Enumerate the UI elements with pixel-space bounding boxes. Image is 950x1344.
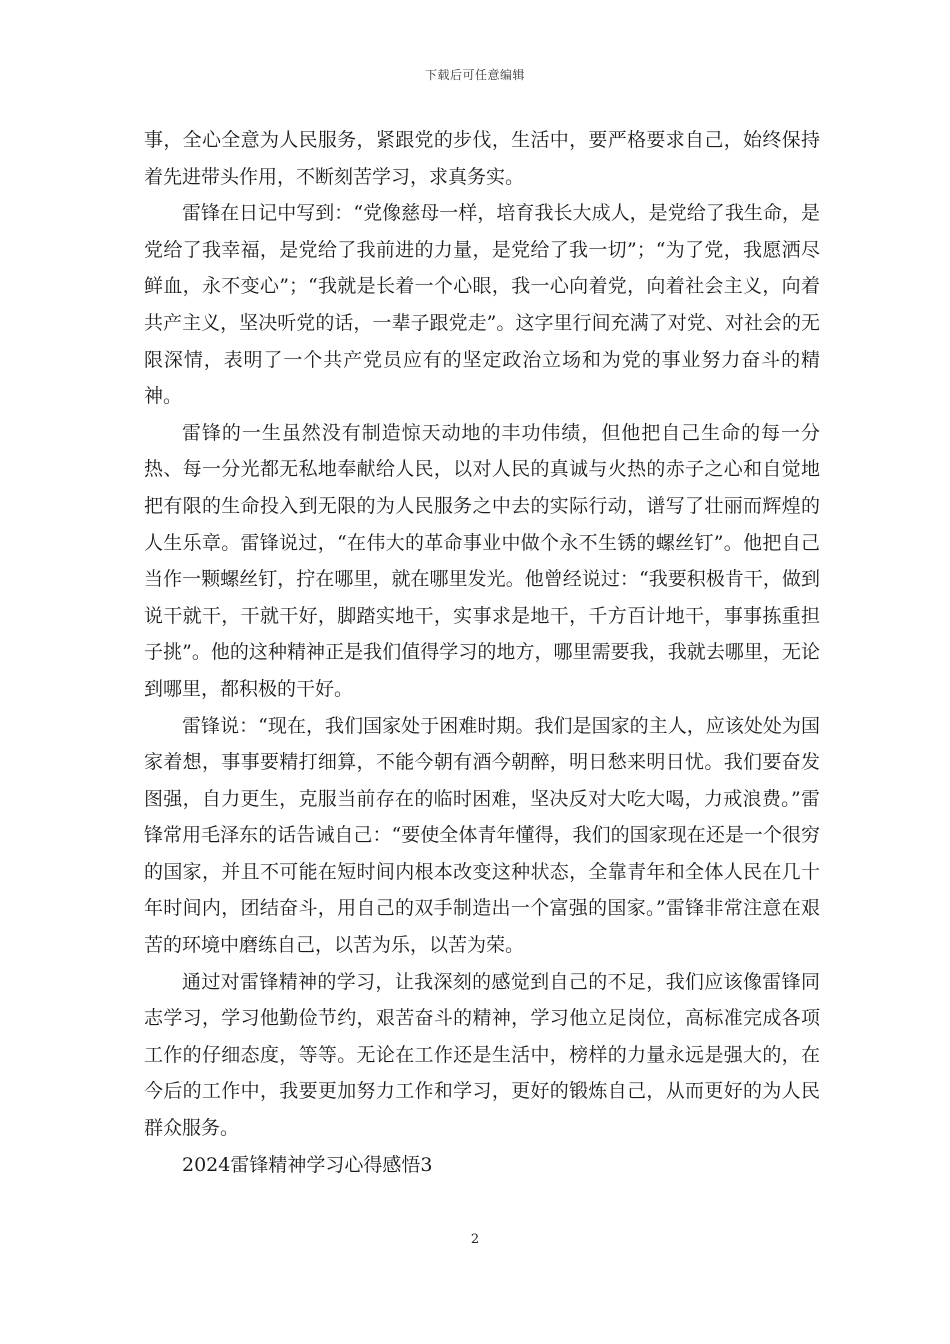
page-number: 2 bbox=[470, 1232, 480, 1247]
paragraph-continuation: 事，全心全意为人民服务，紧跟党的步伐，生活中，要严格要求自己，始终保持着先进带头作用，不断刻苦学习，求真务实。 bbox=[144, 129, 820, 188]
paragraph-frugality: 雷锋说：“现在，我们国家处于困难时期。我们是国家的主人，应该处处为国家着想，事事要精打细算，不能今朝有酒今朝醉，明日愁来明日忧。我们要奋发图强，自力更生，克服当前存在的临时困难，坚决反对大吃大喝，力戒浪费。”雷锋常用毛泽东的话告诫自己：“要使全体青年懂得，我们的国家现在还是一个很穷的国家，并且不可能在短时间内根本改变这种状态，全靠青年和全体人民在几十年时间内，团结奋斗，用自己的双手制造出一个富强的国家。”雷锋非常注意在艰苦的环境中磨练自己，以苦为乐，以苦为荣。 bbox=[144, 714, 820, 957]
paragraph-reflection: 通过对雷锋精神的学习，让我深刻的感觉到自己的不足，我们应该像雷锋同志学习，学习他勤俭节约，艰苦奋斗的精神，学习他立足岗位，高标准完成各项工作的仔细态度，等等。无论在工作还是生活中，榜样的力量永远是强大的，在今后的工作中，我要更加努力工作和学习，更好的锻炼自己，从而更好的为人民群众服务。 bbox=[144, 970, 820, 1140]
document-body bbox=[144, 122, 820, 1183]
section-heading: 2024雷锋精神学习心得感悟3 bbox=[182, 1153, 433, 1176]
page-header: 下载后可任意编辑 bbox=[424, 68, 525, 82]
paragraph-diary-quote: 雷锋在日记中写到：“党像慈母一样，培育我长大成人，是党给了我生命，是党给了我幸福，是党给了我前进的力量，是党给了我一切”；“为了党，我愿洒尽鲜血，永不变心”；“我就是长着一个心眼，我一心向着党，向着社会主义，向着共产主义，坚决听党的话，一辈子跟党走”。这字里行间充满了对党、对社会的无限深情，表明了一个共产党员应有的坚定政治立场和为党的事业努力奋斗的精神。 bbox=[144, 202, 820, 408]
paragraph-screw-spirit: 雷锋的一生虽然没有制造惊天动地的丰功伟绩，但他把自己生命的每一分热、每一分光都无私地奉献给人民，以对人民的真诚与火热的赤子之心和自觉地把有限的生命投入到无限的为人民服务之中去的实际行动，谱写了壮丽而辉煌的人生乐章。雷锋说过，“在伟大的革命事业中做个永不生锈的螺丝钉”。他把自己当作一颗螺丝钉，拧在哪里，就在哪里发光。他曾经说过：“我要积极肯干，做到说干就干，干就干好，脚踏实地干，实事求是地干，千方百计地干，事事拣重担子挑”。他的这种精神正是我们值得学习的地方，哪里需要我，我就去哪里，无论到哪里，都积极的干好。 bbox=[144, 421, 820, 700]
